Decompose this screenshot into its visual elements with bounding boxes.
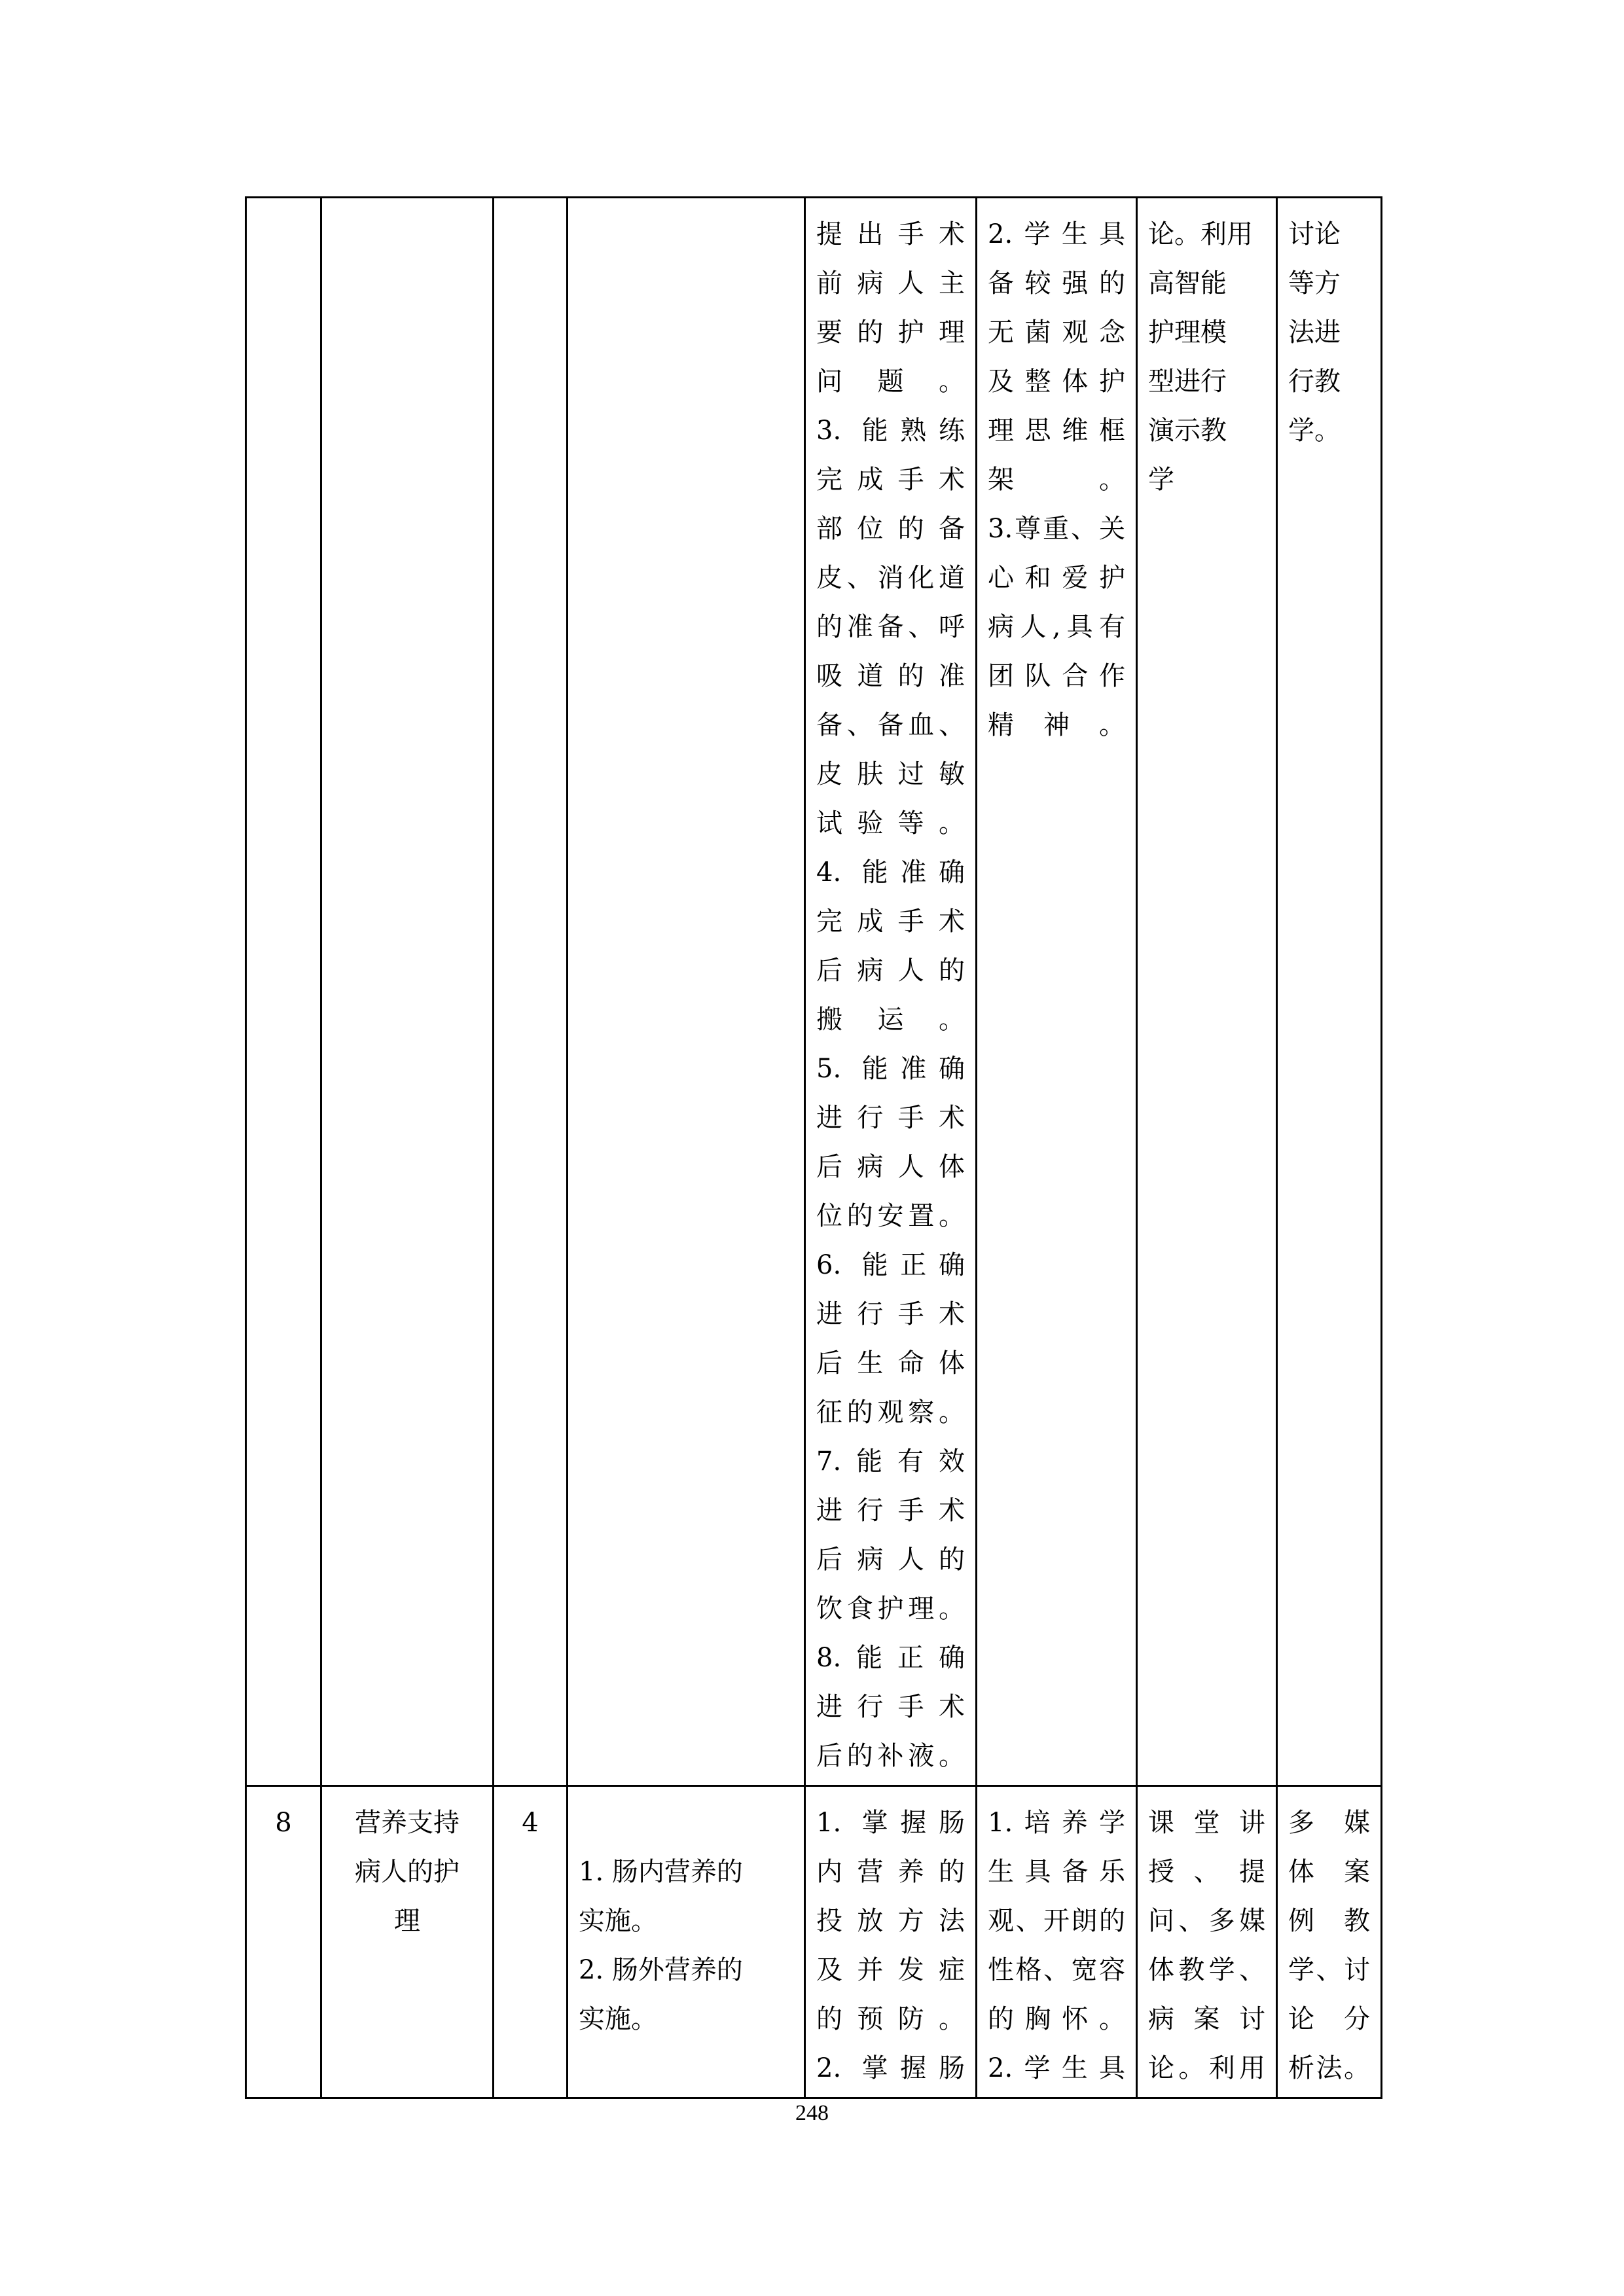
cell-line: 问、多媒 [1148,1906,1265,1936]
cell-line: 进行手术 [816,1103,965,1133]
cell-line: 皮、消化道 [816,563,965,593]
cell-line: 备、备血、 [816,710,965,740]
cell-line: 精神。 [988,710,1125,740]
cell-line: 的胸怀。 [988,2004,1125,2034]
table-row [246,1786,1382,2098]
cell-line: 前病人主 [816,268,965,298]
cell-line: 问题。 [816,367,965,397]
cell-line: 征的观察。 [816,1397,965,1427]
cell-line: 要的护理 [816,317,965,348]
cell-line: 6. 能正确 [816,1250,965,1280]
cell-content [568,1786,805,2098]
cell-line: 讨论 [1288,219,1341,249]
cell-line: 营养支持 [355,1808,460,1838]
cell-line: 行教 [1288,367,1341,397]
cell-line: 2. 肠外营养的 [579,1955,743,1985]
cell-line: 体案 [1288,1857,1370,1887]
cell-line: 提出手术 [816,219,965,249]
cell-line: 1.培养学 [988,1808,1125,1838]
cell-line: 实施。 [579,2004,657,2034]
cell-line: 学。 [1288,416,1341,446]
cell-line: 3. 能熟练 [816,416,965,446]
cell-line: 搬运。 [816,1005,965,1035]
cell-line: 位的安置。 [816,1201,965,1231]
cell-line: 后病人体 [816,1152,965,1182]
cell-no: 8 [246,1786,321,2098]
cell-method [1137,198,1277,1786]
cell-line: 理 [394,1906,420,1936]
cell-line: 型进行 [1148,367,1227,397]
cell-line: 实施。 [579,1906,657,1936]
cell-line: 的准备、呼 [816,612,965,642]
cell-no [246,198,321,1786]
cell-method [1137,1786,1277,2098]
cell-line: 及并发症 [816,1955,965,1985]
cell-line: 学、讨 [1288,1955,1370,1985]
cell-line: 高智能 [1148,268,1227,298]
cell-line: 进行手术 [816,1496,965,1526]
cell-assessment [1277,1786,1382,2098]
cell-line: 病案讨 [1148,2004,1265,2034]
cell-line: 内营养的 [816,1857,965,1887]
cell-line: 1. 肠内营养的 [579,1857,743,1887]
cell-line: 完成手术 [816,465,965,495]
cell-line: 病人,具有 [988,612,1125,642]
cell-line: 部位的备 [816,514,965,544]
cell-line: 皮肤过敏 [816,759,965,789]
cell-line: 心和爱护 [988,563,1125,593]
cell-line: 护理模 [1148,317,1227,348]
cell-line: 理思维框 [988,416,1125,446]
cell-line: 3.尊重、关 [988,514,1125,544]
cell-line: 投放方法 [816,1906,965,1936]
cell-line: 法进 [1288,317,1341,348]
cell-skills [805,1786,977,2098]
curriculum-table [245,196,1382,2099]
cell-line: 及整体护 [988,367,1125,397]
cell-assessment [1277,198,1382,1786]
cell-line: 饮食护理。 [816,1594,965,1624]
cell-line: 2. 掌握肠 [816,2053,965,2083]
cell-line: 论。利用 [1148,219,1253,249]
cell-line: 后病人的 [816,1545,965,1575]
cell-line: 的预防。 [816,2004,965,2034]
cell-line: 架。 [988,465,1125,495]
cell-line: 4. 能准确 [816,857,965,888]
cell-line: 析法。 [1288,2053,1370,2083]
cell-line: 完成手术 [816,906,965,937]
cell-content [568,198,805,1786]
cell-quality [977,1786,1137,2098]
cell-line: 多媒 [1288,1808,1370,1838]
cell-quality [977,198,1137,1786]
cell-line: 团队合作 [988,661,1125,691]
cell-line: 论。利用 [1148,2053,1265,2083]
cell-line: 生具备乐 [988,1857,1125,1887]
cell-line: 论分 [1288,2004,1370,2034]
cell-topic [321,1786,494,2098]
cell-line: 2.学生具 [988,2053,1125,2083]
cell-line: 学 [1148,465,1174,495]
cell-line: 7.能有效 [816,1446,965,1477]
table-row-continued [246,198,1382,1786]
cell-line: 性格、宽容 [988,1955,1125,1985]
cell-line: 2.学生具 [988,219,1125,249]
cell-line: 例教 [1288,1906,1370,1936]
cell-line: 5. 能准确 [816,1054,965,1084]
cell-line: 等方 [1288,268,1341,298]
cell-skills [805,198,977,1786]
cell-line: 备较强的 [988,268,1125,298]
cell-line: 进行手术 [816,1299,965,1329]
cell-line: 吸道的准 [816,661,965,691]
cell-line: 授、提 [1148,1857,1265,1887]
cell-line: 后的补液。 [816,1741,965,1771]
cell-line: 无菌观念 [988,317,1125,348]
cell-topic [321,198,494,1786]
page-number: 248 [795,2101,829,2125]
cell-line: 8.能正确 [816,1643,965,1673]
cell-line: 观、开朗的 [988,1906,1125,1936]
cell-line: 演示教 [1148,416,1227,446]
cell-line: 体教学、 [1148,1955,1265,1985]
cell-line: 后病人的 [816,956,965,986]
cell-line: 1. 掌握肠 [816,1808,965,1838]
cell-line: 试验等。 [816,808,965,838]
cell-line: 后生命体 [816,1348,965,1378]
cell-line: 病人的护 [355,1857,460,1887]
cell-line: 课堂讲 [1148,1808,1265,1838]
cell-hours [494,198,568,1786]
cell-line: 进行手术 [816,1692,965,1722]
cell-hours: 4 [494,1786,568,2098]
